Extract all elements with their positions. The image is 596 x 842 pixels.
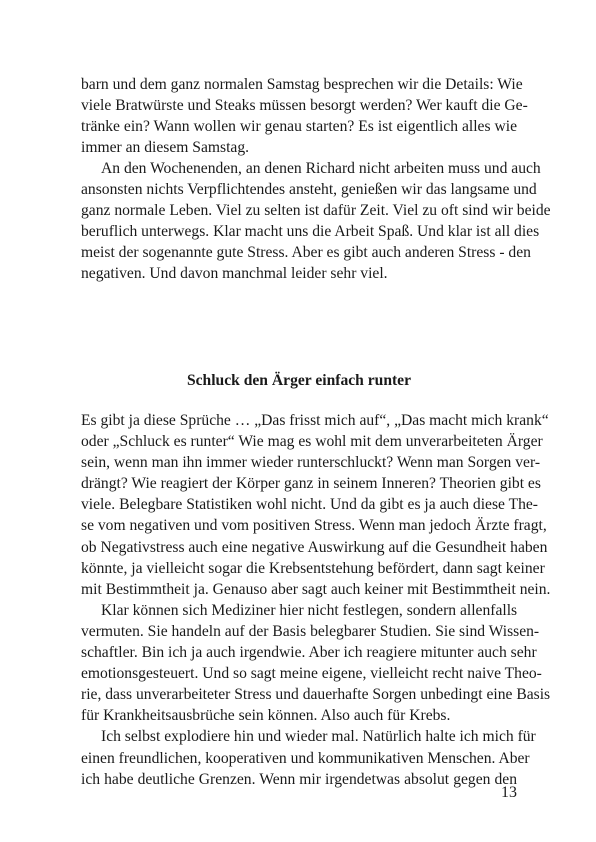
text-line: drängt? Wie reagiert der Körper ganz in seinem Inneren? Theorien gibt es <box>81 475 541 493</box>
text-line: emotionsgesteuert. Und so sagt meine eigene, vielleicht recht naive Theo- <box>81 665 542 683</box>
text-line: könnte, ja vielleicht sogar die Krebsentstehung befördert, dann sagt keiner <box>81 559 545 577</box>
text-line: schaftler. Bin ich ja auch irgendwie. Aber ich reagiere mitunter auch sehr <box>81 644 537 662</box>
text-line: tränke ein? Wann wollen wir genau starten? Es ist eigentlich alles wie <box>81 118 517 135</box>
text-line: Es gibt ja diese Sprüche … „Das frisst mich auf“, „Das macht mich krank“ <box>81 412 549 429</box>
text-line: ganz normale Leben. Viel zu selten ist dafür Zeit. Viel zu oft sind wir beide <box>81 202 551 219</box>
text-line: vermuten. Sie handeln auf der Basis belegbarer Studien. Sie sind Wissen- <box>81 622 540 640</box>
body-text-top <box>81 74 551 284</box>
body-text-bottom <box>81 410 551 790</box>
text-line: einen freundlichen, kooperativen und kommunikativen Menschen. Aber <box>81 749 530 767</box>
text-line: beruflich unterwegs. Klar macht uns die Arbeit Spaß. Und klar ist all dies <box>81 223 540 240</box>
text-line: mit Bestimmtheit ja. Genauso aber sagt auch keiner mit Bestimmtheit nein. <box>81 580 551 598</box>
paragraph <box>81 726 536 789</box>
text-line: für Krankheitsausbrüche sein können. Also auch für Krebs. <box>81 707 451 725</box>
paragraph <box>81 600 551 727</box>
text-line: ich habe deutliche Grenzen. Wenn mir irgendetwas absolut gegen den <box>81 770 517 788</box>
text-line: oder „Schluck es runter“ Wie mag es wohl mit dem unverarbeiteten Ärger <box>81 433 543 451</box>
paragraph <box>81 74 528 158</box>
text-line: Klar können sich Mediziner hier nicht festlegen, sondern allenfalls <box>101 601 518 619</box>
text-line: negativen. Und davon manchmal leider sehr viel. <box>81 265 388 282</box>
text-line: immer an diesem Samstag. <box>81 139 250 156</box>
text-line: viele. Belegbare Statistiken wohl nicht. Und da gibt es ja auch diese The- <box>81 496 539 514</box>
text-line: An den Wochenenden, an denen Richard nicht arbeiten muss und auch <box>101 160 541 177</box>
paragraph <box>81 158 551 284</box>
text-line: sein, wenn man ihn immer wieder runterschluckt? Wenn man Sorgen ver- <box>81 454 541 472</box>
text-line: ansonsten nichts Verpflichtendes ansteht, genießen wir das langsame und <box>81 181 537 198</box>
text-line: Ich selbst explodiere hin und wieder mal. Natürlich halte ich mich für <box>101 728 536 746</box>
text-line: barn und dem ganz normalen Samstag besprechen wir die Details: Wie <box>81 76 523 93</box>
text-line: rie, dass unverarbeiteter Stress und dauerhafte Sorgen unbedingt eine Basis <box>81 686 551 704</box>
page-number: 13 <box>501 784 517 801</box>
text-line: meist der sogenannte gute Stress. Aber es gibt auch anderen Stress - den <box>81 244 531 261</box>
text-line: ob Negativstress auch eine negative Auswirkung auf die Gesundheit haben <box>81 538 548 556</box>
text-line: viele Bratwürste und Steaks müssen besorgt werden? Wer kauft die Ge- <box>81 97 528 114</box>
section-heading: Schluck den Ärger einfach runter <box>186 372 412 389</box>
paragraph <box>81 410 551 600</box>
text-line: se vom negativen und vom positiven Stress. Wenn man jedoch Ärzte fragt, <box>81 517 547 535</box>
